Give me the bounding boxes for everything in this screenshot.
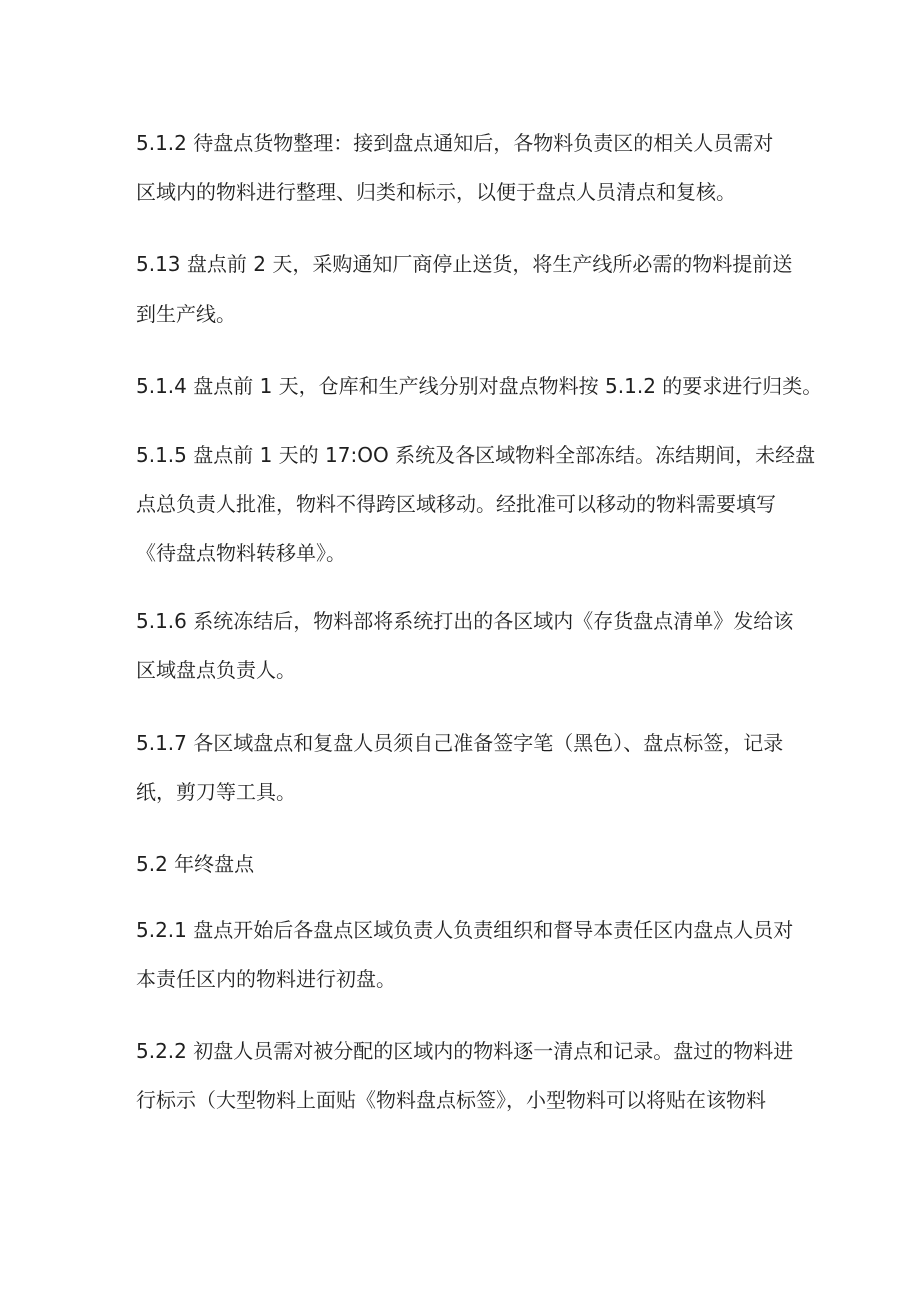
paragraph-5-2-2-line-1: 5.2.2 初盘人员需对被分配的区域内的物料逐一清点和记录。盘过的物料进 — [136, 1039, 794, 1063]
paragraph-5-1-6-line-1: 5.1.6 系统冻结后，物料部将系统打出的各区域内《存货盘点清单》发给该 — [136, 609, 794, 633]
paragraph-5-1-2-line-2: 区域内的物料进行整理、归类和标示，以便于盘点人员清点和复核。 — [136, 180, 736, 204]
paragraph-5-1-4-line-1: 5.1.4 盘点前 1 天，仓库和生产线分别对盘点物料按 5.1.2 的要求进行归类。 — [136, 374, 823, 398]
paragraph-5-1-6-line-2: 区域盘点负责人。 — [136, 658, 296, 682]
paragraph-5-1-2-line-1: 5.1.2 待盘点货物整理：接到盘点通知后，各物料负责区的相关人员需对 — [136, 131, 774, 155]
section-heading-5-2: 5.2 年终盘点 — [136, 852, 255, 876]
paragraph-5-13-line-2: 到生产线。 — [136, 302, 236, 326]
paragraph-5-1-5-line-2: 点总负责人批准，物料不得跨区域移动。经批准可以移动的物料需要填写 — [136, 492, 776, 516]
paragraph-5-1-7-line-1: 5.1.7 各区域盘点和复盘人员须自己准备签字笔（黑色）、盘点标签，记录 — [136, 731, 784, 755]
paragraph-5-2-1-line-1: 5.2.1 盘点开始后各盘点区域负责人负责组织和督导本责任区内盘点人员对 — [136, 918, 794, 942]
paragraph-5-13-line-1: 5.13 盘点前 2 天，采购通知厂商停止送货，将生产线所必需的物料提前送 — [136, 252, 793, 276]
paragraph-5-2-2-line-2: 行标示（大型物料上面贴《物料盘点标签》，小型物料可以将贴在该物料 — [136, 1088, 766, 1112]
paragraph-5-1-7-line-2: 纸，剪刀等工具。 — [136, 780, 296, 804]
paragraph-5-2-1-line-2: 本责任区内的物料进行初盘。 — [136, 967, 396, 991]
paragraph-5-1-5-line-1: 5.1.5 盘点前 1 天的 17:OO 系统及各区域物料全部冻结。冻结期间，未经盘 — [136, 443, 816, 467]
paragraph-5-1-5-line-3: 《待盘点物料转移单》。 — [136, 541, 346, 565]
